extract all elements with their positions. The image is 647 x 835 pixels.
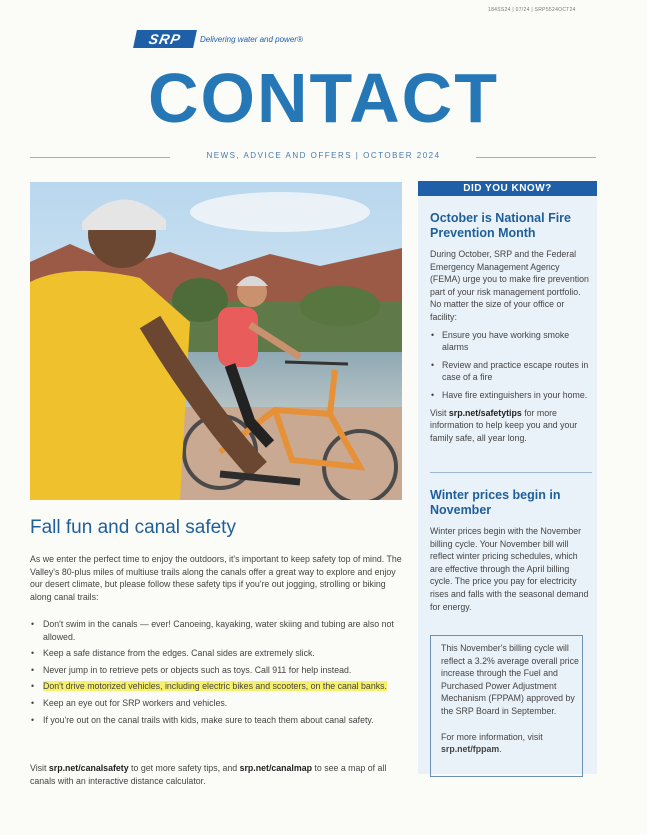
- visit-text: Visit: [30, 763, 49, 773]
- document-code: 184SS24 | 07/24 | SRP5524OCT24: [488, 7, 576, 13]
- fire-title: October is National Fire Prevention Month: [430, 211, 572, 240]
- list-item: • Have fire extinguishers in your home.: [430, 389, 592, 402]
- list-item: • Keep a safe distance from the edges. Canal sides are extremely slick.: [30, 647, 402, 660]
- canalsafety-link[interactable]: srp.net/canalsafety: [48, 763, 129, 773]
- masthead-title: CONTACT: [148, 59, 499, 137]
- winter-prices-section: [430, 488, 592, 613]
- fire-tips-list: [430, 329, 592, 402]
- visit-text: to see a map of all canals with an interactive distance calculator.: [30, 763, 387, 786]
- list-item: • Never jump in to retrieve pets or objects such as toys. Call 911 for help instead.: [30, 664, 402, 677]
- fppam-body: This November's billing cycle will reflect a 3.2% average overall price increase through the Fuel and Purchased Power Adjustment Mechanism (FPPAM) approved by the SRP Board in September.: [441, 643, 579, 716]
- article-visit-text: [30, 762, 402, 787]
- did-you-know-banner: DID YOU KNOW?: [418, 181, 597, 196]
- fire-prevention-section: [430, 211, 592, 444]
- safetytips-link[interactable]: srp.net/safetytips: [448, 407, 522, 418]
- list-item: • Don't swim in the canals — ever! Canoeing, kayaking, water skiing and tubing are also not allowed.: [30, 618, 402, 643]
- canalmap-link[interactable]: srp.net/canalmap: [239, 763, 312, 773]
- visit-text: Visit: [430, 407, 449, 418]
- article-title: Fall fun and canal safety: [30, 517, 236, 538]
- logo-mark: SRP: [133, 30, 197, 48]
- visit-text: for more information to help keep you and your family safe, all year long.: [430, 407, 578, 443]
- cyclists-illustration: [30, 182, 402, 500]
- highlighted-tip: Don't drive motorized vehicles, including electric bikes and scooters, on the canal banks.: [43, 681, 387, 692]
- winter-title: Winter prices begin in November: [430, 488, 561, 517]
- info-text: For more information, visit: [441, 731, 543, 742]
- fppam-info: [441, 731, 582, 756]
- fppam-link[interactable]: srp.net/fppam: [441, 744, 500, 755]
- srp-logo: [135, 30, 303, 48]
- logo-tagline: Delivering water and power®: [200, 34, 303, 44]
- fppam-info-box: [430, 635, 583, 777]
- list-item: • Ensure you have working smoke alarms: [430, 329, 592, 354]
- sidebar-divider: [430, 472, 592, 473]
- winter-body: Winter prices begin with the November billing cycle. Your November bill will reflect winter pricing schedules, which are effective through the April billing cycle. The price you pay for electricity rises and falls with the seasonal demand for energy.: [430, 526, 589, 612]
- info-text: .: [499, 744, 502, 755]
- list-item-highlighted: [30, 680, 402, 693]
- list-item: • Keep an eye out for SRP workers and vehicles.: [30, 697, 402, 710]
- list-item: • If you're out on the canal trails with kids, make sure to teach them about canal safety.: [30, 714, 402, 727]
- fire-body: During October, SRP and the Federal Emergency Management Agency (FEMA) urge you to make fire prevention part of your risk management portfolio. No matter the size of your office or facility:: [430, 249, 589, 322]
- list-item: • Review and practice escape routes in case of a fire: [430, 359, 592, 384]
- cyclists-photo: [30, 182, 402, 500]
- safety-tips-list: [30, 618, 402, 730]
- visit-text: to get more safety tips, and: [128, 763, 240, 773]
- issue-subhead: NEWS, ADVICE AND OFFERS | OCTOBER 2024: [206, 151, 441, 160]
- fire-visit-text: [430, 407, 592, 445]
- article-intro: As we enter the perfect time to enjoy the outdoors, it's important to keep safety top of mind. The Valley's 80-plus miles of multiuse trails along the canals offer a great way to explore and enjoy our desert climate, but please follow these safety tips if you're out jogging, strolling or biking along canal trails:: [30, 554, 402, 602]
